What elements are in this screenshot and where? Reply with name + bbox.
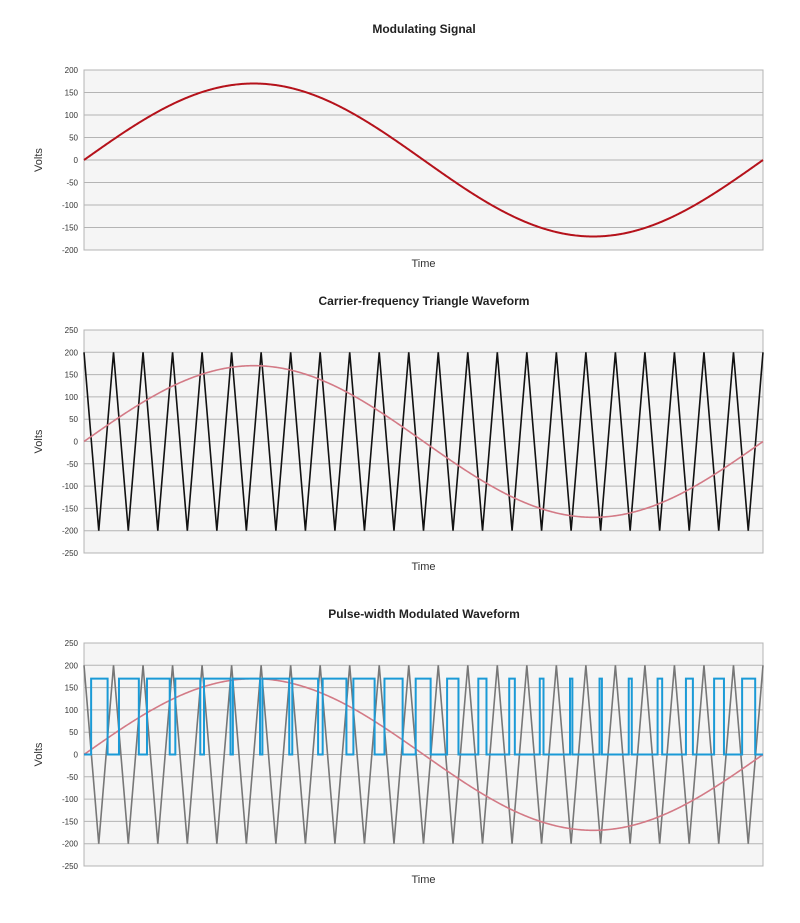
y-tick-label: 250 xyxy=(64,326,78,335)
y-tick-label: -50 xyxy=(66,459,78,469)
y-tick-label: 250 xyxy=(64,639,78,648)
y-tick-label: 50 xyxy=(69,133,78,143)
y-tick-label: 200 xyxy=(64,661,78,671)
y-tick-label: -100 xyxy=(61,201,78,210)
y-tick-label: -200 xyxy=(61,526,78,536)
y-tick-label: 200 xyxy=(64,348,78,358)
y-tick-label: -250 xyxy=(61,862,78,871)
x-axis-label: Time xyxy=(411,258,436,270)
y-axis-label: Volts xyxy=(33,429,45,454)
y-tick-label: -150 xyxy=(61,223,78,233)
y-tick-label: -250 xyxy=(61,549,78,558)
y-axis-label: Volts xyxy=(33,742,45,767)
chart-title: Pulse-width Modulated Waveform xyxy=(328,607,520,621)
y-tick-label: -150 xyxy=(61,817,78,827)
x-axis-label: Time xyxy=(411,874,436,886)
modulating-signal-panel xyxy=(33,22,763,270)
pwm-waveform-panel xyxy=(33,607,763,886)
y-tick-label: 0 xyxy=(73,437,78,447)
y-tick-label: 100 xyxy=(64,392,78,402)
y-tick-label: -50 xyxy=(66,178,78,188)
y-tick-label: -100 xyxy=(61,482,78,492)
y-tick-label: 0 xyxy=(73,750,78,760)
y-tick-label: 50 xyxy=(69,728,78,738)
y-axis-label: Volts xyxy=(33,148,45,172)
y-tick-label: 100 xyxy=(64,111,78,120)
y-tick-labels xyxy=(62,326,79,558)
x-axis-label: Time xyxy=(411,561,436,573)
y-tick-label: -50 xyxy=(66,772,78,782)
y-tick-label: 200 xyxy=(64,66,78,75)
y-tick-label: 0 xyxy=(73,156,78,165)
y-tick-label: 150 xyxy=(64,683,78,693)
y-tick-label: 50 xyxy=(69,415,78,425)
y-tick-label: -150 xyxy=(61,504,78,514)
chart-title: Modulating Signal xyxy=(372,22,476,36)
y-tick-label: 150 xyxy=(64,370,78,380)
y-tick-label: -200 xyxy=(61,839,78,849)
y-tick-label: 150 xyxy=(64,88,78,98)
y-tick-label: 100 xyxy=(64,705,78,715)
chart-title: Carrier-frequency Triangle Waveform xyxy=(318,294,530,308)
y-tick-label: -200 xyxy=(61,246,78,255)
y-tick-labels xyxy=(62,639,79,871)
y-tick-labels xyxy=(62,66,79,255)
carrier-triangle-panel xyxy=(33,294,763,573)
y-tick-label: -100 xyxy=(61,795,78,805)
